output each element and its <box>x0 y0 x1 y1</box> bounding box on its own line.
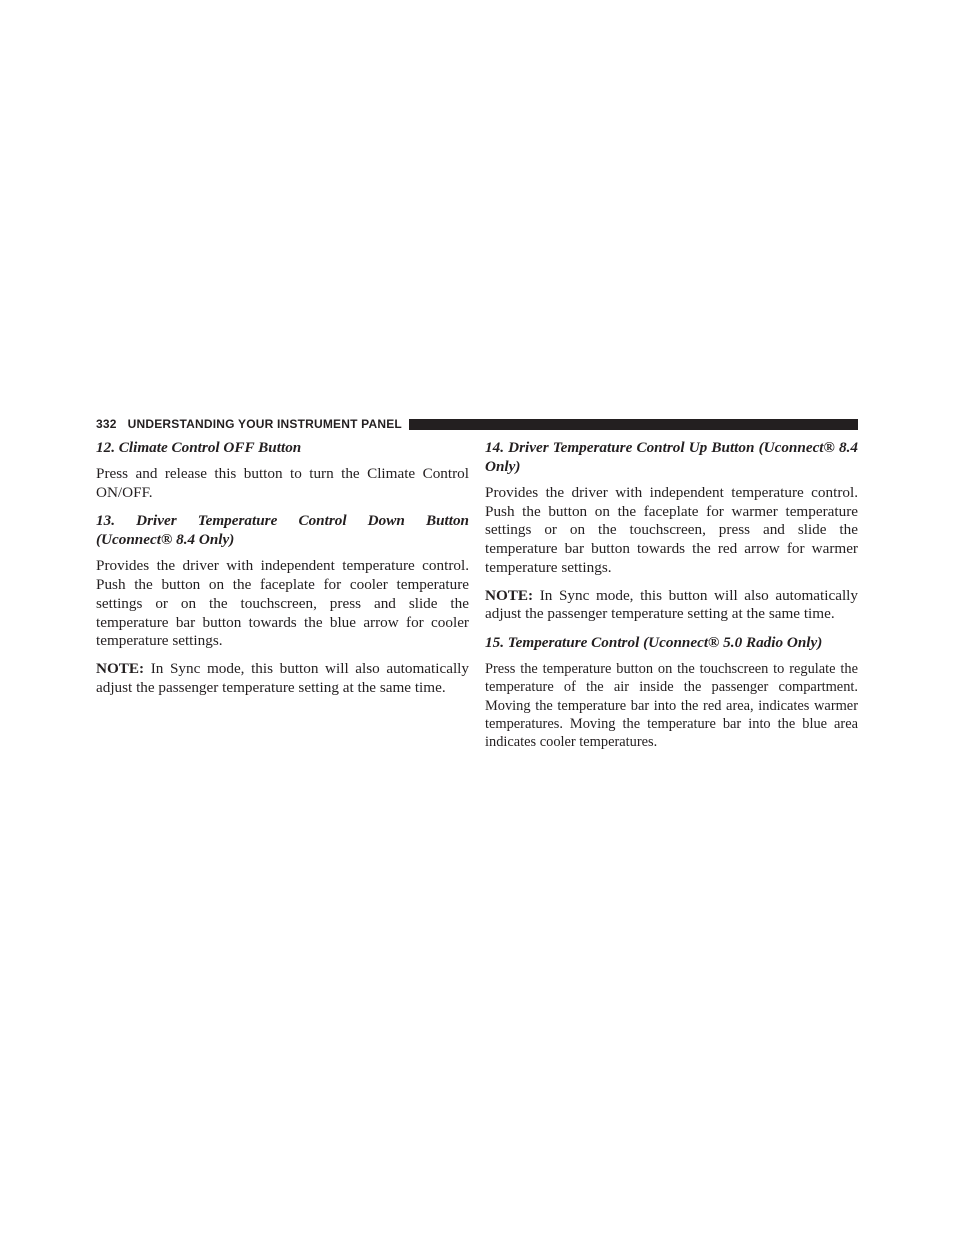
page-number: 332 <box>96 417 117 431</box>
section-14-body: Provides the driver with independent temperature control. Push the button on the faceplate for warmer temperature settings or on the touchscreen, press and slide the temperature bar button towards the red arrow for warmer temperature settings. <box>485 484 858 576</box>
section-13-body: Provides the driver with independent temperature control. Push the button on the faceplate for cooler temperature settings or on the touchscreen, press and slide the temperature bar button towards the blue arrow for cooler temperature settings. <box>96 557 469 650</box>
section-14-heading: 14. Driver Temperature Control Up Button (Uconnect® 8.4 Only) <box>485 439 858 475</box>
header-rule-bar <box>409 419 858 430</box>
note-label: NOTE: <box>96 659 145 677</box>
section-15-body: Press the temperature button on the touchscreen to regulate the temperature of the air inside the passenger compartment. Moving the temperature bar into the red area, indicates warmer temperatures. Moving the temperature bar into the blue area indicates cooler temperatures. <box>485 660 858 751</box>
note-label: NOTE: <box>485 586 534 604</box>
page-header <box>96 417 858 431</box>
right-column <box>485 438 858 760</box>
note-text: In Sync mode, this button will also automatically adjust the passenger temperature setting at the same time. <box>485 586 858 623</box>
section-12-heading: 12. Climate Control OFF Button <box>96 439 302 456</box>
section-13-heading-line1: 13. Driver Temperature Control Down Button <box>96 512 469 530</box>
section-13-heading <box>96 511 469 549</box>
section-15-heading: 15. Temperature Control (Uconnect® 5.0 Radio Only) <box>485 633 823 651</box>
section-12-body: Press and release this button to turn the Climate Control ON/OFF. <box>96 465 469 501</box>
section-14-note <box>485 587 858 624</box>
section-13-heading-line2: (Uconnect® 8.4 Only) <box>96 531 235 549</box>
section-title: UNDERSTANDING YOUR INSTRUMENT PANEL <box>127 417 402 431</box>
section-13-note <box>96 660 469 697</box>
note-text: In Sync mode, this button will also automatically adjust the passenger temperature setting at the same time. <box>96 659 469 696</box>
left-column <box>96 438 469 706</box>
